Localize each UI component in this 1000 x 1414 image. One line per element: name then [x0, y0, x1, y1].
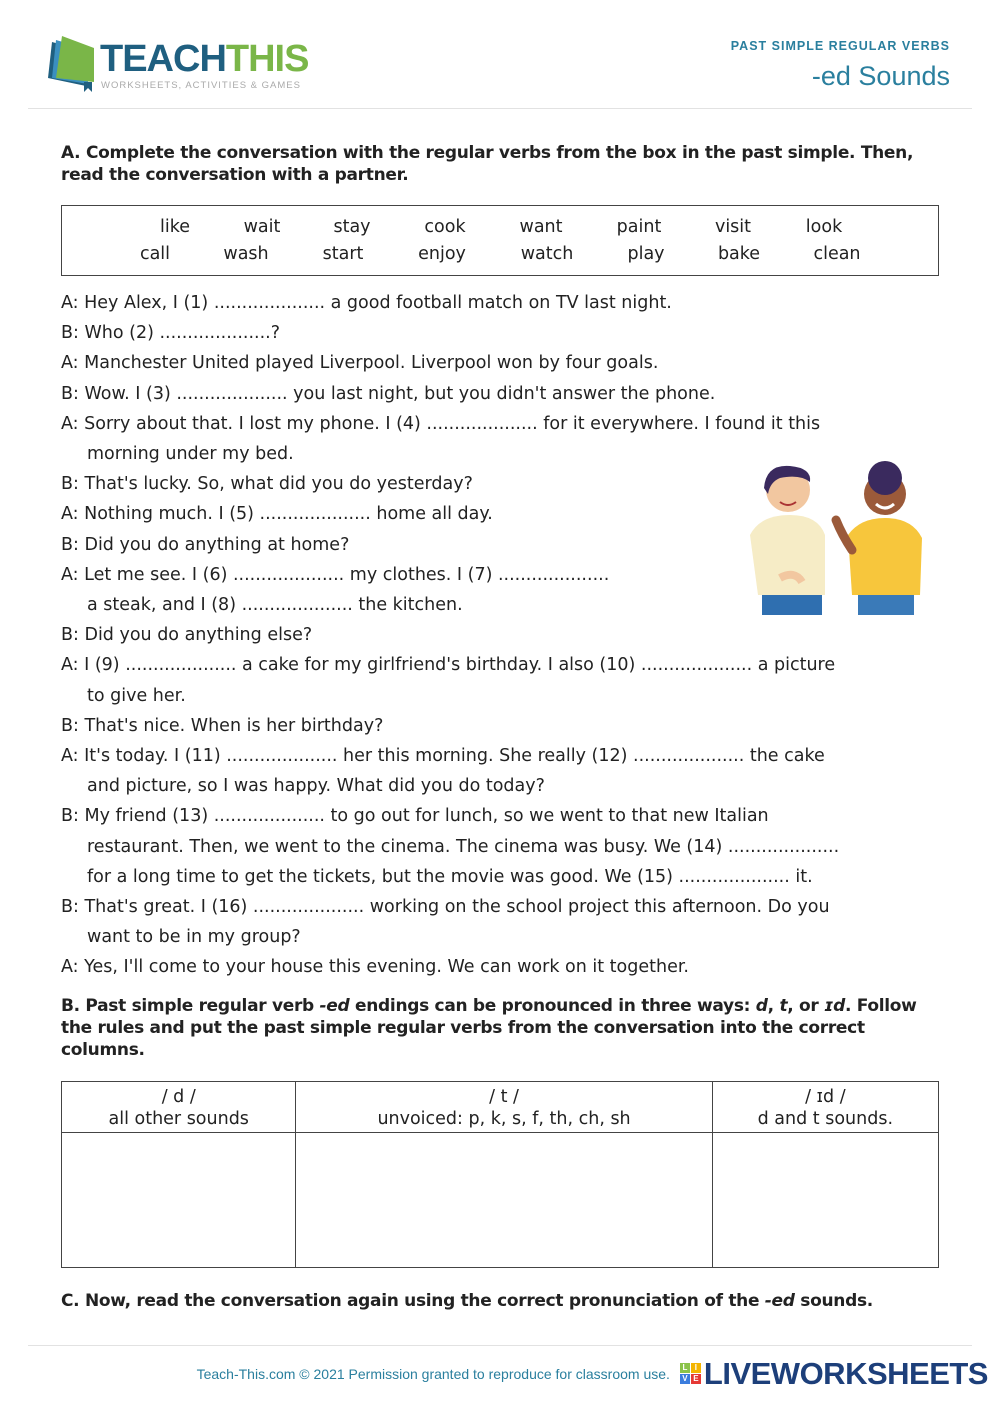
dialogue-line: for a long time to get the tickets, but the movie was good. We (15) .................... it. [87, 866, 813, 887]
column-sound: / t / [489, 1086, 519, 1107]
sound-d: d [755, 995, 768, 1016]
dialogue-line: A: Hey Alex, I (1) .................... a good football match on TV last night. [61, 293, 672, 313]
word-box-item: clean [813, 244, 861, 264]
word-box-item: enjoy [418, 244, 466, 264]
conversation [61, 288, 945, 983]
section-b-instruction: B. Past simple regular verb -ed endings can be pronounced in three ways: d, t, or ɪd. Follow the rules and put the past simple regular verbs from the conversation into the correct columns. [61, 995, 917, 1060]
word-box-item: start [322, 244, 364, 264]
sound-id: ɪd [824, 995, 845, 1016]
instruction-text: B. Past simple regular verb [61, 995, 320, 1016]
dialogue-line: morning under my bed. [87, 444, 294, 465]
ed-suffix: -ed [764, 1290, 795, 1311]
dialogue-line: B: That's great. I (16) .................... working on the school project this afternoon. Do you [61, 897, 830, 918]
ed-sounds-table [61, 1081, 939, 1268]
book-icon [48, 34, 98, 92]
dialogue-line: B: My friend (13) .................... to go out for lunch, so we went to that new Italian [61, 806, 769, 827]
column-t-answer-cell[interactable] [296, 1132, 712, 1267]
dialogue-line: A: Let me see. I (6) .................... my clothes. I (7) .................... [61, 564, 610, 585]
dialogue-line: A: It's today. I (11) .................... her this morning. She really (12) .................... the cake [61, 746, 825, 767]
word-box-item: like [159, 217, 191, 237]
word-box-item: play [627, 244, 665, 264]
word-box-item: look [805, 217, 843, 237]
header-divider [28, 108, 972, 109]
dialogue-line: want to be in my group? [87, 927, 301, 948]
instruction-text: endings can be pronounced in three ways: [349, 995, 756, 1016]
dialogue-line: A: I (9) .................... a cake for my girlfriend's birthday. I also (10) .................... a picture [61, 655, 836, 676]
column-t-header [296, 1081, 712, 1132]
worksheet-subtitle: PAST SIMPLE REGULAR VERBS [730, 39, 950, 53]
page-header [0, 0, 1000, 108]
instruction-text: sounds. [794, 1290, 873, 1311]
dialogue-line: and picture, so I was happy. What did you do today? [87, 776, 545, 797]
icon-letter: E [691, 1374, 701, 1384]
liveworksheets-text: LIVEWORKSHEETS [703, 1355, 988, 1391]
teach-this-logo [48, 34, 309, 94]
logo-tagline: WORKSHEETS, ACTIVITIES & GAMES [101, 80, 301, 91]
dialogue-line: A: Manchester United played Liverpool. Liverpool won by four goals. [61, 353, 659, 374]
dialogue-line: A: Sorry about that. I lost my phone. I (4) .................... for it everywhere. I found it this [61, 413, 821, 434]
logo-text-this: THIS [225, 38, 309, 80]
icon-letter: L [680, 1363, 690, 1373]
section-a-instruction: A. Complete the conversation with the regular verbs from the box in the past simple. Then, read the conversation with a partner. [61, 143, 914, 185]
dialogue-line: B: Who (2) ....................? [61, 323, 281, 344]
word-box-item: want [519, 217, 563, 237]
logo-text-teach: TEACH [100, 38, 226, 80]
column-sound: / ɪd / [805, 1086, 846, 1107]
dialogue-line: B: That's nice. When is her birthday? [61, 715, 384, 736]
column-id-header [712, 1081, 938, 1132]
copyright-text: Teach-This.com © 2021 Permission granted to reproduce for classroom use. [196, 1365, 670, 1382]
column-id-answer-cell[interactable] [712, 1132, 938, 1267]
instruction-text: C. Now, read the conversation again using the correct pronunciation of the [61, 1290, 765, 1311]
section-c-instruction [61, 1290, 945, 1312]
word-box-item: watch [520, 244, 574, 264]
word-box-item: wait [243, 217, 281, 237]
icon-letter: V [680, 1374, 690, 1384]
conversation-area [61, 288, 945, 983]
dialogue-line: to give her. [87, 685, 186, 706]
word-box-item: call [139, 244, 171, 264]
two-boys-talking-illustration [740, 460, 935, 615]
liveworksheets-logo[interactable] [680, 1356, 988, 1392]
instruction-text: . Follow the rules and put the past simple regular verbs from the conversation into the correct columns. [61, 995, 917, 1060]
dialogue-line: restaurant. Then, we went to the cinema. The cinema was busy. We (14) .................... [87, 836, 840, 857]
word-box [61, 205, 939, 276]
dialogue-line: A: Yes, I'll come to your house this evening. We can work on it together. [61, 957, 689, 978]
liveworksheets-icon [680, 1363, 701, 1384]
column-sound: / d / [161, 1086, 196, 1107]
column-d-answer-cell[interactable] [62, 1132, 296, 1267]
footer [0, 1346, 1000, 1404]
column-rule: all other sounds [108, 1108, 249, 1129]
word-box-item: visit [714, 217, 752, 237]
column-d-header [62, 1081, 296, 1132]
sound-t: t [779, 995, 788, 1016]
dialogue-line: B: Did you do anything else? [61, 625, 313, 646]
worksheet-content [0, 142, 1000, 1312]
column-rule: unvoiced: p, k, s, f, th, ch, sh [377, 1108, 631, 1129]
ed-suffix: -ed [319, 995, 350, 1016]
dialogue-line: B: Wow. I (3) .................... you last night, but you didn't answer the phone. [61, 383, 716, 404]
worksheet-title: -ed Sounds [811, 61, 950, 91]
dialogue-line: B: That's lucky. So, what did you do yesterday? [61, 474, 473, 495]
dialogue-line: a steak, and I (8) .................... the kitchen. [87, 595, 463, 616]
dialogue-line: A: Nothing much. I (5) .................... home all day. [61, 504, 493, 525]
word-box-item: wash [223, 244, 269, 264]
word-box-item: paint [616, 217, 662, 237]
word-box-item: cook [424, 217, 466, 237]
dialogue-line: B: Did you do anything at home? [61, 534, 350, 555]
icon-letter: I [691, 1363, 701, 1373]
word-box-item: bake [717, 244, 761, 264]
word-box-item: stay [333, 217, 371, 237]
column-rule: d and t sounds. [757, 1108, 894, 1129]
